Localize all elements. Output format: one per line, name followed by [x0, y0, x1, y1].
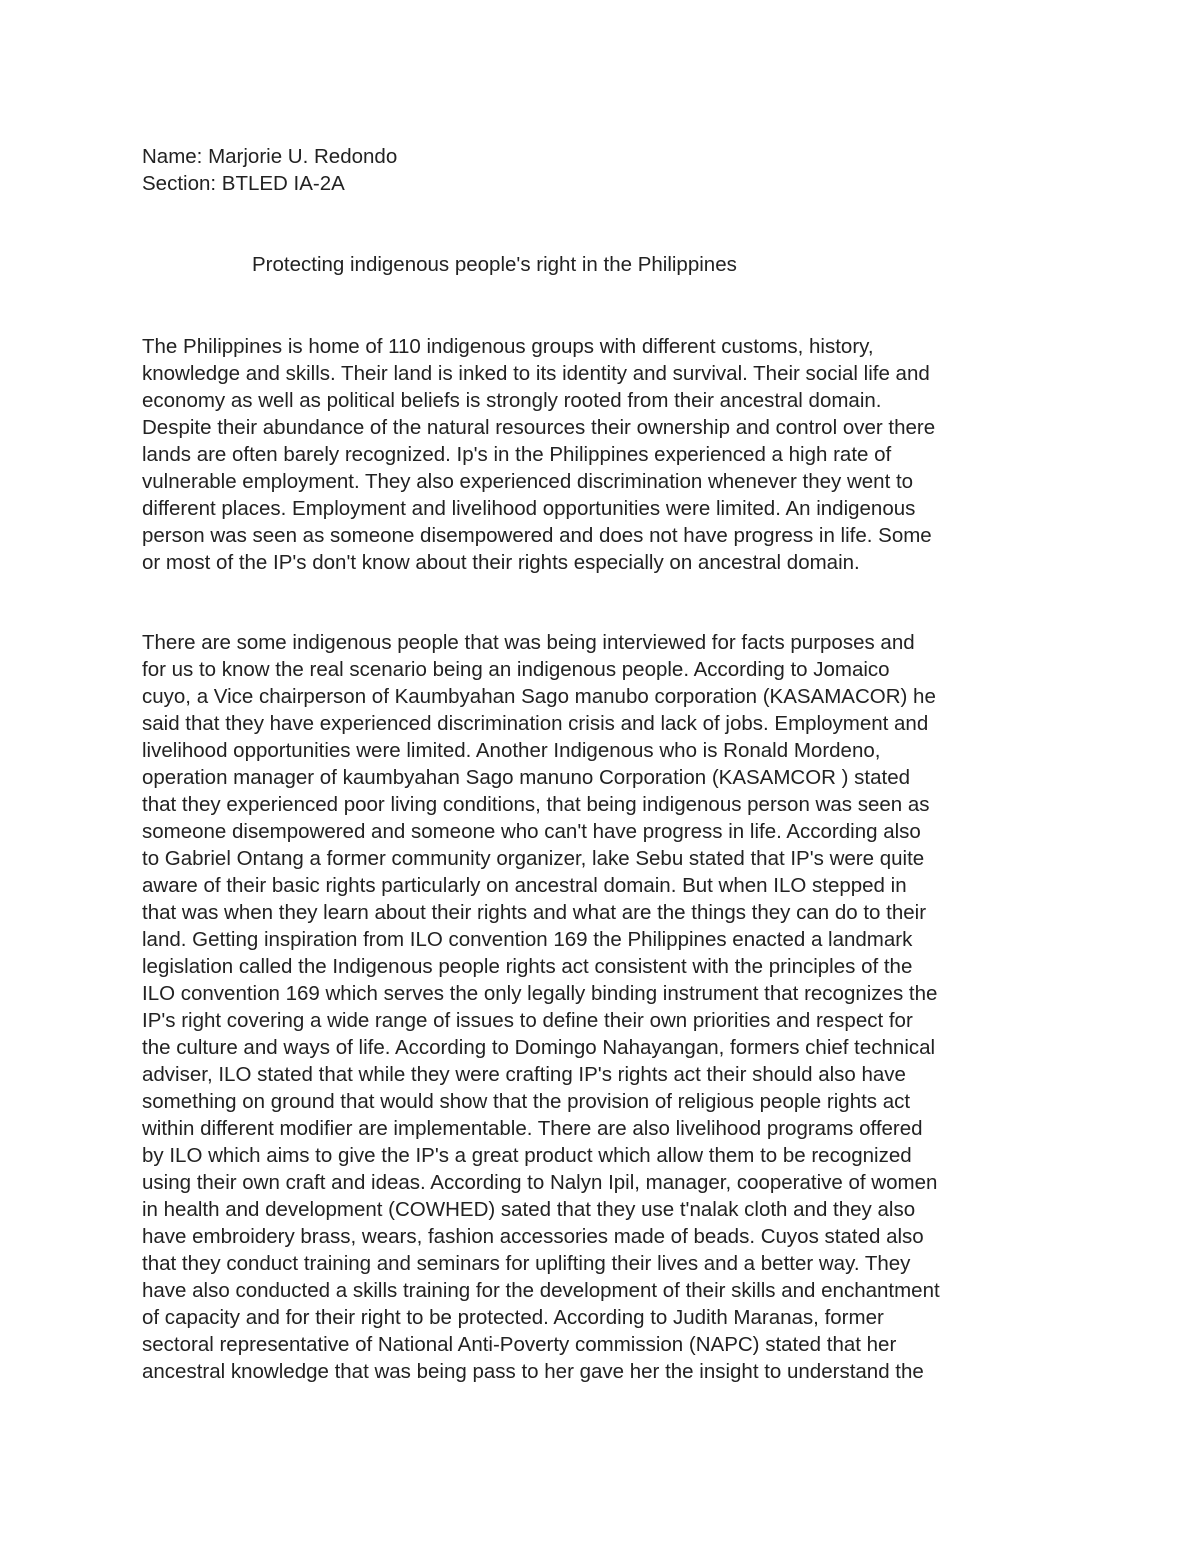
paragraph-line: operation manager of kaumbyahan Sago manuno Corporation (KASAMCOR ) stated	[142, 766, 911, 789]
section-line: Section: BTLED IA-2A	[142, 172, 345, 195]
paragraph-line: There are some indigenous people that was being interviewed for facts purposes and	[142, 631, 915, 654]
paragraph-line: lands are often barely recognized. Ip's in the Philippines experienced a high rate of	[142, 443, 892, 466]
paragraph-line: that was when they learn about their rights and what are the things they can do to their	[142, 901, 927, 924]
paragraph-line: adviser, ILO stated that while they were crafting IP's rights act their should also have	[142, 1063, 906, 1086]
paragraph-line: knowledge and skills. Their land is inked to its identity and survival. Their social life and	[142, 362, 930, 385]
paragraph-line: different places. Employment and livelihood opportunities were limited. An indigenous	[142, 497, 916, 520]
paragraph-line: cuyo, a Vice chairperson of Kaumbyahan Sago manubo corporation (KASAMACOR) he	[142, 685, 936, 708]
paragraph-line: that they experienced poor living conditions, that being indigenous person was seen as	[142, 793, 930, 816]
paragraph-line: person was seen as someone disempowered and does not have progress in life. Some	[142, 524, 932, 547]
paragraph-line: aware of their basic rights particularly on ancestral domain. But when ILO stepped in	[142, 874, 907, 897]
document-header	[142, 143, 397, 197]
paragraph-line: by ILO which aims to give the IP's a great product which allow them to be recognized	[142, 1144, 912, 1167]
paragraph-line: livelihood opportunities were limited. Another Indigenous who is Ronald Mordeno,	[142, 739, 881, 762]
paragraph-line: have also conducted a skills training for the development of their skills and enchantment	[142, 1279, 940, 1302]
paragraph-line: said that they have experienced discrimination crisis and lack of jobs. Employment and	[142, 712, 929, 735]
paragraph-line: within different modifier are implementable. There are also livelihood programs offered	[142, 1117, 923, 1140]
paragraph-line: have embroidery brass, wears, fashion accessories made of beads. Cuyos stated also	[142, 1225, 924, 1248]
paragraph-line: vulnerable employment. They also experienced discrimination whenever they went to	[142, 470, 914, 493]
paragraph-1	[142, 333, 935, 576]
paragraph-line: something on ground that would show that the provision of religious people rights act	[142, 1090, 911, 1113]
paragraph-line: using their own craft and ideas. According to Nalyn Ipil, manager, cooperative of women	[142, 1171, 938, 1194]
paragraph-line: that they conduct training and seminars for uplifting their lives and a better way. They	[142, 1252, 911, 1275]
paragraph-line: Despite their abundance of the natural resources their ownership and control over there	[142, 416, 936, 439]
paragraph-line: of capacity and for their right to be protected. According to Judith Maranas, former	[142, 1306, 884, 1329]
paragraph-line: sectoral representative of National Anti-Poverty commission (NAPC) stated that her	[142, 1333, 897, 1356]
paragraph-line: land. Getting inspiration from ILO convention 169 the Philippines enacted a landmark	[142, 928, 913, 951]
paragraph-line: legislation called the Indigenous people rights act consistent with the principles of the	[142, 955, 913, 978]
paragraph-line: the culture and ways of life. According to Domingo Nahayangan, formers chief technical	[142, 1036, 936, 1059]
paragraph-line: for us to know the real scenario being an indigenous people. According to Jomaico	[142, 658, 890, 681]
name-line: Name: Marjorie U. Redondo	[142, 145, 398, 168]
document-title: Protecting indigenous people's right in the Philippines	[252, 253, 737, 276]
paragraph-line: IP's right covering a wide range of issues to define their own priorities and respect for	[142, 1009, 913, 1032]
paragraph-2	[142, 629, 940, 1385]
paragraph-line: or most of the IP's don't know about their rights especially on ancestral domain.	[142, 551, 860, 574]
paragraph-line: ancestral knowledge that was being pass to her gave her the insight to understand the	[142, 1360, 924, 1383]
paragraph-line: economy as well as political beliefs is strongly rooted from their ancestral domain.	[142, 389, 882, 412]
paragraph-line: to Gabriel Ontang a former community organizer, lake Sebu stated that IP's were quite	[142, 847, 925, 870]
paragraph-line: The Philippines is home of 110 indigenous groups with different customs, history,	[142, 335, 874, 358]
paragraph-line: ILO convention 169 which serves the only legally binding instrument that recognizes the	[142, 982, 938, 1005]
paragraph-line: in health and development (COWHED) sated that they use t'nalak cloth and they also	[142, 1198, 916, 1221]
paragraph-line: someone disempowered and someone who can't have progress in life. According also	[142, 820, 921, 843]
